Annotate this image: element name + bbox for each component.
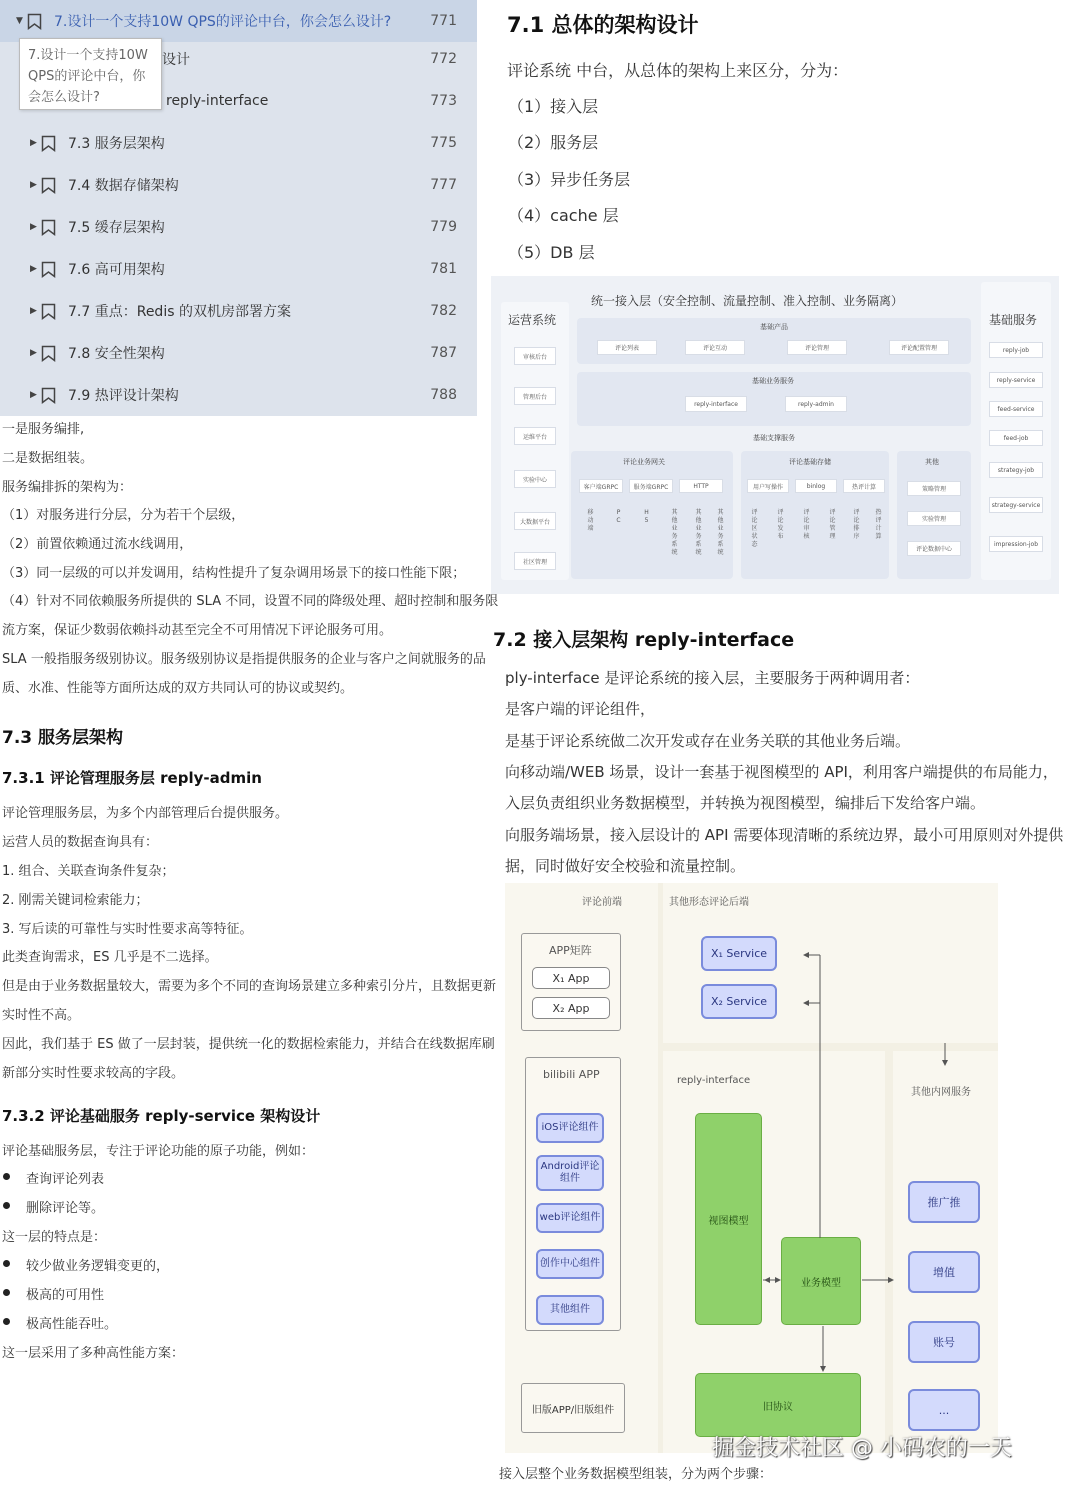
bookmark-icon <box>41 261 56 278</box>
vertical-label: 评论排序 <box>853 509 860 540</box>
toc-item-label: 7.6 高可用架构 <box>68 262 165 278</box>
component-box: Android评论组件 <box>536 1155 604 1191</box>
vertical-label: 评论发布 <box>777 509 784 540</box>
layer-item: （2）服务层 <box>508 133 599 152</box>
service-box: X₁ Service <box>701 936 777 971</box>
diagram-box: reply-service <box>989 372 1043 388</box>
diagram-box: 实验管理 <box>907 511 961 526</box>
bookmark-icon <box>41 345 56 362</box>
list-item: 查询评论列表 <box>26 1172 105 1187</box>
app-box: X₁ App <box>532 967 610 989</box>
diagram-box: 评论管理 <box>787 340 847 355</box>
diagram-box: 运维平台 <box>514 427 556 445</box>
column-header: 其他形态评论后端 <box>669 897 749 908</box>
tooltip-line: 7.设计一个支持10W <box>28 48 148 63</box>
diagram-box: 评论配置管理 <box>889 340 949 355</box>
list-item: 3. 写后读的可靠性与实时性要求高等特征。 <box>2 922 253 937</box>
body-text: 实时性不高。 <box>2 1008 81 1023</box>
ops-system-panel <box>501 302 569 580</box>
toc-item-label: 7.设计一个支持10W QPS的评论中台，你会怎么设计? <box>54 14 392 30</box>
vertical-label: 其他业务系统 <box>695 509 702 556</box>
diagram-arrows <box>505 883 998 1453</box>
body-text: 评论系统 中台，从总体的架构上来区分，分为： <box>507 61 849 80</box>
expand-arrow-icon[interactable]: ▶ <box>30 390 37 400</box>
body-text: 二是数据组装。 <box>2 451 94 466</box>
app-box: X₂ App <box>532 997 610 1019</box>
diagram-box: 策略管理 <box>907 481 961 496</box>
diagram-box: 用户写操作 <box>747 479 789 493</box>
bookmark-icon <box>27 13 42 30</box>
legacy-protocol-box: 旧协议 <box>695 1373 861 1437</box>
panel-title: 基础业务服务 <box>752 377 794 385</box>
bookmark-icon <box>41 387 56 404</box>
body-text: ply-interface 是评论系统的接入层，主要服务于两种调用者： <box>505 669 920 687</box>
bullet-icon <box>3 1173 10 1180</box>
column-header: reply-interface <box>677 1075 751 1086</box>
panel-title: 基础支撑服务 <box>753 434 795 442</box>
section-heading-7-3: 7.3 服务层架构 <box>2 728 124 748</box>
list-item: （3）同一层级的可以并发调用，结构性提升了复杂调用场景下的接口性能下限； <box>2 566 466 581</box>
vertical-label: 评论审核 <box>803 509 810 540</box>
box-title: bilibili APP <box>543 1068 600 1081</box>
vertical-label: 移动端 <box>587 509 594 532</box>
body-text: 是客户端的评论组件， <box>505 700 656 718</box>
toc-item-7-3[interactable] <box>0 122 477 164</box>
vertical-label: PC <box>616 509 621 524</box>
vertical-label: 评论区状态 <box>751 509 758 548</box>
bookmark-icon <box>41 303 56 320</box>
list-item: 较少做业务逻辑变更的， <box>26 1259 170 1274</box>
toc-item-label: 7.5 缓存层架构 <box>68 220 165 236</box>
storage-panel <box>741 451 889 579</box>
list-item: 1. 组合、关联查询条件复杂； <box>2 864 175 879</box>
diagram-box: binlog <box>795 479 837 493</box>
diagram-box: HTTP <box>679 479 723 493</box>
toc-item-label: reply-interface <box>166 93 269 109</box>
expand-arrow-icon[interactable]: ▶ <box>30 264 37 274</box>
body-text: 因此，我们基于 ES 做了一层封装，提供统一化的数据检索能力，并结合在线数据库刷 <box>2 1037 495 1052</box>
gateway-panel <box>571 451 733 579</box>
diagram-box: feed-service <box>989 401 1043 417</box>
body-text: 评论管理服务层，为多个内部管理后台提供服务。 <box>2 806 289 821</box>
legacy-app-box: 旧版APP/旧版组件 <box>521 1383 625 1433</box>
section-heading-7-2: 7.2 接入层架构 reply-interface <box>493 629 795 651</box>
diagram-box: strategy-service <box>989 497 1043 513</box>
toc-item-label: 7.9 热评设计架构 <box>68 388 179 404</box>
layer-item: （3）异步任务层 <box>508 170 631 189</box>
base-product-panel <box>577 318 971 364</box>
diagram-box: 管理后台 <box>514 387 556 405</box>
toc-item-page: 773 <box>430 93 457 109</box>
inner-service-box: 推广推 <box>908 1181 980 1223</box>
column-header: 其他内网服务 <box>911 1087 971 1098</box>
diagram-box: 评论列表 <box>597 340 657 355</box>
vertical-label: H5 <box>644 509 649 524</box>
toc-item-label: 设计 <box>162 52 190 68</box>
inner-service-box: ... <box>908 1389 980 1431</box>
body-text: 向移动端/WEB 场景，设计一套基于视图模型的 API，利用客户端提供的布局能力， <box>505 763 1058 781</box>
panel-title: 运营系统 <box>508 313 557 327</box>
body-text: 一是服务编排, <box>2 422 85 437</box>
toc-item-7-6[interactable] <box>0 248 477 290</box>
body-text: 此类查询需求，ES 几乎是不二选择。 <box>2 950 218 965</box>
list-item: 极高的可用性 <box>26 1288 105 1303</box>
body-text: 入层负责组织业务数据模型，并转换为视图模型，编排后下发给客户端。 <box>505 794 986 812</box>
bullet-icon <box>3 1202 10 1209</box>
body-text: 新部分实时性要求较高的字段。 <box>2 1066 185 1081</box>
bullet-icon <box>3 1260 10 1267</box>
panel-title: 评论基础存储 <box>789 458 831 466</box>
component-box: 创作中心组件 <box>536 1249 604 1279</box>
toc-item-page: 777 <box>430 177 457 193</box>
layer-item: （5）DB 层 <box>508 243 595 262</box>
panel-title: 评论业务网关 <box>623 458 665 466</box>
vertical-label: 评论管理 <box>829 509 836 540</box>
toc-item-page: 771 <box>430 13 457 29</box>
diagram-caption: 接入层整个业务数据模型组装，分为两个步骤： <box>499 1467 773 1482</box>
body-text: 运营人员的数据查询具有： <box>2 835 159 850</box>
column-header: 评论前端 <box>582 897 622 908</box>
panel-title: 基础产品 <box>760 323 788 331</box>
body-text: 是基于评论系统做二次开发或存在业务关联的其他业务后端。 <box>505 732 911 750</box>
list-item: （1）对服务进行分层，分为若干个层级， <box>2 508 245 523</box>
panel-title: 基础服务 <box>989 313 1038 327</box>
layer-item: （1）接入层 <box>508 97 599 116</box>
access-layer-diagram <box>505 883 998 1453</box>
section-heading-7-3-1: 7.3.1 评论管理服务层 reply-admin <box>2 769 262 787</box>
tooltip-line: 会怎么设计? <box>28 90 100 105</box>
expand-arrow-icon[interactable]: ▶ <box>30 348 37 358</box>
layer-item: （4）cache 层 <box>508 206 619 225</box>
toc-item-page: 787 <box>430 345 457 361</box>
diagram-top-title: 统一接入层（安全控制、流量控制、准入控制、业务隔离） <box>591 294 904 308</box>
toc-item-label: 7.4 数据存储架构 <box>68 178 179 194</box>
body-text: SLA 一般指服务级别协议。服务级别协议是指提供服务的企业与客户之间就服务的品 <box>2 652 486 667</box>
body-text: 评论基础服务层，专注于评论功能的原子功能，例如： <box>2 1144 315 1159</box>
expand-arrow-icon[interactable]: ▶ <box>30 306 37 316</box>
base-services-panel <box>981 282 1051 580</box>
business-model-box: 业务模型 <box>781 1237 861 1325</box>
list-item: （4）针对不同依赖服务所提供的 SLA 不同，设置不同的降级处理、超时控制和服务限 <box>2 594 499 609</box>
other-panel <box>897 451 971 579</box>
bullet-icon <box>3 1318 10 1325</box>
service-box: X₂ Service <box>701 984 777 1019</box>
list-item: 删除评论等。 <box>26 1201 105 1216</box>
toc-item-page: 788 <box>430 387 457 403</box>
body-text: 这一层采用了多种高性能方案： <box>2 1346 185 1361</box>
component-box: 其他组件 <box>536 1295 604 1325</box>
bookmark-icon <box>41 135 56 152</box>
body-text: 据，同时做好安全校验和流量控制。 <box>505 857 746 875</box>
diagram-box: 实验中心 <box>514 470 556 488</box>
toc-item-page: 775 <box>430 135 457 151</box>
panel-title: 其他 <box>925 458 939 466</box>
tooltip-line: QPS的评论中台，你 <box>28 69 146 84</box>
toc-item-page: 772 <box>430 51 457 67</box>
expand-arrow-icon[interactable]: ▶ <box>30 138 37 148</box>
box-title: APP矩阵 <box>549 944 592 957</box>
toc-item-page: 781 <box>430 261 457 277</box>
toc-item-label: 7.8 安全性架构 <box>68 346 165 362</box>
body-text: 服务编排拆的架构为： <box>2 480 133 495</box>
diagram-box: reply-job <box>989 342 1043 358</box>
toc-item-7-7[interactable] <box>0 290 477 332</box>
bullet-icon <box>3 1289 10 1296</box>
expand-arrow-icon[interactable]: ▶ <box>30 180 37 190</box>
diagram-box: feed-job <box>989 430 1043 446</box>
diagram-box: strategy-job <box>989 462 1043 478</box>
list-item: （2）前置依赖通过流水线调用， <box>2 537 193 552</box>
toc-panel <box>0 0 477 416</box>
toc-item-7-5[interactable] <box>0 206 477 248</box>
base-business-panel <box>577 372 971 426</box>
body-text: 但是由于业务数据量较大，需要为多个不同的查询场景建立多种索引分片，且数据更新 <box>2 979 497 994</box>
body-text: 这一层的特点是： <box>2 1230 107 1245</box>
diagram-box: impression-job <box>989 536 1043 552</box>
diagram-box: reply-interface <box>685 396 747 412</box>
toc-item-7-8[interactable] <box>0 332 477 374</box>
component-box: iOS评论组件 <box>536 1113 604 1143</box>
list-item: 极高性能吞吐。 <box>26 1317 118 1332</box>
component-box: web评论组件 <box>536 1203 604 1233</box>
vertical-label: 其他业务系统 <box>717 509 724 556</box>
body-text: 向服务端场景，接入层设计的 API 需要体现清晰的系统边界，最小可用原则对外提供 <box>505 826 1064 844</box>
diagram-box: reply-admin <box>785 396 847 412</box>
diagram-box: 评论数据中心 <box>907 541 961 556</box>
diagram-box: 评论互动 <box>685 340 745 355</box>
diagram-box: 服务端GRPC <box>629 479 673 493</box>
view-model-box: 视图模型 <box>695 1113 762 1325</box>
toc-item-7-9[interactable] <box>0 374 477 416</box>
bookmark-icon <box>41 219 56 236</box>
section-heading-7-1: 7.1 总体的架构设计 <box>507 13 699 37</box>
toc-item-label: 7.7 重点：Redis 的双机房部署方案 <box>68 304 291 320</box>
toc-item-7[interactable] <box>0 0 477 42</box>
vertical-label: 其他业务系统 <box>671 509 678 556</box>
toc-item-7-4[interactable] <box>0 164 477 206</box>
diagram-box: 审核后台 <box>514 347 556 365</box>
expand-arrow-icon[interactable]: ▶ <box>30 222 37 232</box>
diagram-box: 热评计算 <box>843 479 885 493</box>
bookmark-icon <box>41 177 56 194</box>
toc-item-page: 782 <box>430 303 457 319</box>
diagram-box: 客户端GRPC <box>579 479 623 493</box>
toc-tooltip <box>19 38 162 110</box>
inner-service-box: 账号 <box>908 1321 980 1363</box>
expand-arrow-icon[interactable]: ▼ <box>16 16 23 26</box>
diagram-box: 大数据平台 <box>514 512 556 530</box>
diagram-box: 社区管理 <box>514 552 556 570</box>
section-heading-7-3-2: 7.3.2 评论基础服务 reply-service 架构设计 <box>2 1107 321 1125</box>
toc-item-page: 779 <box>430 219 457 235</box>
toc-item-label: 7.3 服务层架构 <box>68 136 165 152</box>
architecture-diagram <box>491 276 1059 594</box>
inner-service-box: 增值 <box>908 1251 980 1293</box>
vertical-label: 热评计算 <box>875 509 882 540</box>
body-text: 质、水准、性能等方面所达成的双方共同认可的协议或契约。 <box>2 681 354 696</box>
list-item: 流方案，保证少数弱依赖抖动甚至完全不可用情况下评论服务可用。 <box>2 623 393 638</box>
watermark: 掘金技术社区 @ 小码农的一天 <box>712 1436 1012 1461</box>
list-item: 2. 刚需关键词检索能力； <box>2 893 149 908</box>
